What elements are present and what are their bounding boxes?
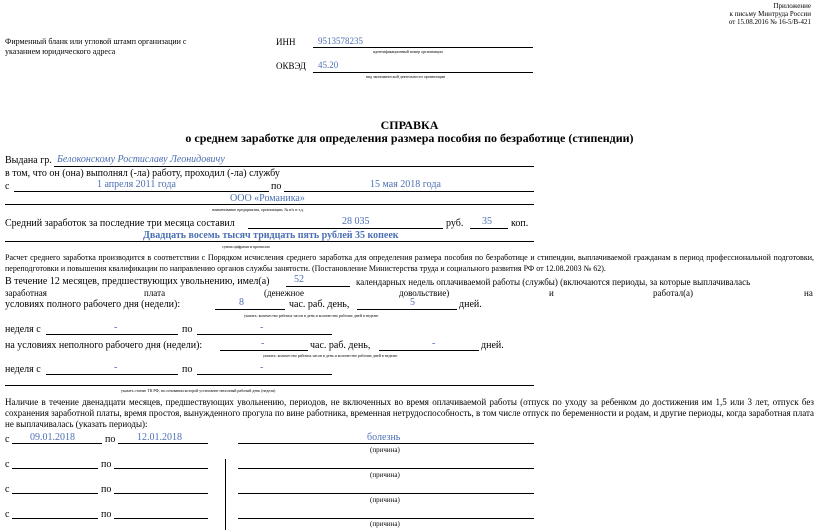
full-time-hours-label: час. раб. день, [289,299,350,310]
period-from-value: 09.01.2018 [30,432,75,443]
full-time-week-from-label: неделя с [5,324,41,335]
period-to-underline [114,493,208,494]
part-time-week-to-label: по [182,364,193,375]
period-to-label: по [105,434,116,445]
salary-rub-label: руб. [446,218,464,229]
salary-words-underline [5,241,534,242]
full-time-days-label: дней. [459,299,482,310]
part-time-hours-underline [220,350,308,351]
work-from-underline [14,191,269,192]
part-time-days-underline [379,350,479,351]
part-time-days-label: дней. [481,340,504,351]
weeks-value: 52 [294,274,304,285]
weeks-text-c: заработная [5,288,47,298]
work-to-underline [284,191,534,192]
org-note: наименование предприятия, организации, № в/ч и т.д. [212,207,304,212]
page-title: СПРАВКА [380,118,439,132]
org-underline [5,204,534,205]
salary-words-note: сумма цифрами и прописью [222,244,270,249]
period-reason-underline [238,518,534,519]
period-to-label: по [101,509,112,520]
period-reason-underline [238,468,534,469]
salary-kop-underline [470,228,508,229]
full-time-week-from-value: - [114,322,118,333]
inn-note: идентификационный номер организации [373,49,443,54]
stamp-text [5,37,186,57]
appendix-line-3: от 15.08.2016 № 16-5/В-421 [728,18,811,26]
okved-label: ОКВЭД [276,61,306,71]
period-to-label: по [101,459,112,470]
periods-paragraph: Наличие в течение двенадцати месяцев, предшествующих увольнению, периодов, не включенных во время оплачиваемой работы (отпуск по уходу за ребенком до достижения им 1,5 или 3 лет, отпуск без сохранения заработной платы, время простоя, вынужденного прогула по вине работника, временная нетрудоспособность, в том числе отпуск по беременности и родам, и другие периоды, когда заработная плата не выплачивалась (указать периоды): [5,397,814,429]
period-from-label: с [5,434,10,445]
full-time-week-to-underline [197,334,332,335]
work-from-date: 1 апреля 2011 года [97,179,176,190]
article-underline [5,385,534,386]
full-time-week-to-value: - [260,322,264,333]
recipient-name-underline [54,166,534,167]
weeks-text-b: календарных недель оплачиваемой работы (службы) (включаются периоды, за которые выплачивалась [356,277,751,287]
period-from-label: с [5,484,10,495]
period-reason-value: болезнь [367,432,401,443]
okved-value: 45.20 [318,60,339,70]
org-name: ООО «Романика» [230,193,305,204]
part-time-days-value: - [432,338,436,349]
full-time-hours-value: 8 [239,297,244,308]
full-time-note: указать: количество рабочих часов в день и количество рабочих дней в неделю [244,313,379,318]
full-time-week-to-label: по [182,324,193,335]
period-to-underline [114,518,208,519]
salary-kop-value: 35 [482,216,492,227]
periods-bracket-line [225,459,226,530]
part-time-week-from-value: - [114,362,118,373]
inn-label: ИНН [276,37,296,47]
part-time-week-from-label: неделя с [5,364,41,375]
okved-underline [313,72,533,73]
appendix-block [729,2,811,26]
period-reason-note: (причина) [370,520,400,528]
full-time-hours-underline [215,309,285,310]
period-from-underline [12,443,102,444]
appendix-line-1: Приложение [773,2,811,10]
part-time-week-to-value: - [260,362,264,373]
part-time-label: на условиях неполного рабочего дня (недели): [5,340,203,351]
part-time-week-from-underline [46,374,178,375]
full-time-week-from-underline [46,334,178,335]
period-from-label: с [5,509,10,520]
weeks-text-g: и [549,288,554,298]
weeks-text-d: плата [144,288,166,298]
inn-value: 9513578235 [318,36,363,46]
period-to-underline [114,468,208,469]
period-reason-note: (причина) [370,471,400,479]
period-from-underline [12,518,98,519]
salary-label: Средний заработок за последние три месяца составил [5,218,235,229]
article-note: указать статью ТК РФ, на основании которой установлен неполный рабочий день (неделя) [121,388,276,393]
okved-note: вид экономической деятельности организации [366,74,446,79]
period-reason-underline [238,493,534,494]
from-label: с [5,181,10,192]
period-from-label: с [5,459,10,470]
worked-text: в том, что он (она) выполнял (-ла) работу, проходил (-ла) службу [5,168,280,179]
calc-paragraph: Расчет среднего заработка производится в соответствии с Порядком исчисления среднего заработка для определения размера пособия по безработице и стипендии, выплачиваемой гражданам в период профессиональной подготовки, переподготовки и повышения квалификации по направлению органов службы занятости. (Постановление Министерства труда и социального развития РФ от 12.08.2003 № 62). [5,253,814,273]
part-time-hours-label: час. раб. день, [310,340,371,351]
period-reason-underline [238,443,534,444]
issued-label: Выдана гр. [5,155,52,166]
inn-underline [313,47,533,48]
work-to-date: 15 мая 2018 года [370,179,441,190]
period-to-underline [118,443,208,444]
part-time-week-to-underline [197,374,332,375]
full-time-days-underline [357,309,457,310]
period-to-label: по [101,484,112,495]
part-time-hours-value: - [261,338,265,349]
weeks-text-f: довольствие) [399,288,450,298]
weeks-text-i: на [804,288,813,298]
salary-rub-value: 28 035 [342,216,370,227]
part-time-note: указать: количество рабочих часов в день и количество рабочих дней в неделю [263,353,398,358]
weeks-underline [286,286,350,287]
recipient-name: Белоконскому Ростиславу Леонидовичу [57,154,225,165]
period-to-value: 12.01.2018 [137,432,182,443]
to-label: по [271,181,282,192]
salary-kop-label: коп. [511,218,529,229]
stamp-text-line-1: Фирменный бланк или угловой штамп организации с [5,37,187,46]
period-reason-note: (причина) [370,446,400,454]
salary-words: Двадцать восемь тысяч тридцать пять рублей 35 копеек [143,230,399,241]
full-time-label: условиях полного рабочего дня (недели): [5,299,181,310]
appendix-line-2: к письму Минтруда России [729,10,811,18]
period-from-underline [12,468,98,469]
stamp-text-line-2: указанием юридического адреса [5,47,116,56]
weeks-text-h: работал(а) [653,288,694,298]
period-from-underline [12,493,98,494]
weeks-text-a: В течение 12 месяцев, предшествующих увольнению, имел(а) [5,276,270,287]
weeks-text-e: (денежное [264,288,305,298]
page-subtitle: о среднем заработке для определения размера пособия по безработице (стипендии) [185,131,634,145]
full-time-days-value: 5 [410,297,415,308]
salary-rub-underline [248,228,443,229]
period-reason-note: (причина) [370,496,400,504]
